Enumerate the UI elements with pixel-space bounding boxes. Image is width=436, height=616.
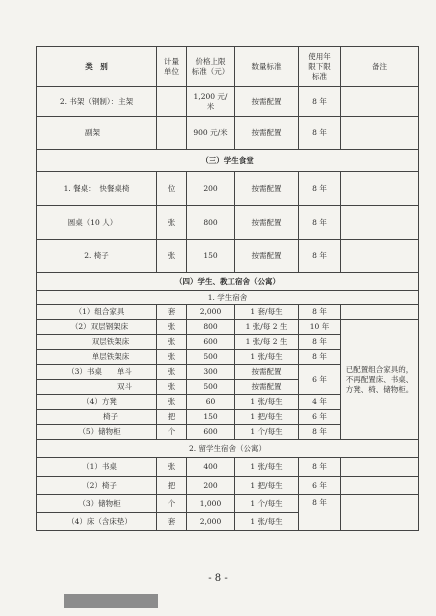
section-title-dormitory: （四）学生、教工宿舍（公寓） bbox=[37, 273, 419, 291]
table-row bbox=[37, 117, 419, 150]
table-row bbox=[37, 477, 419, 495]
item-name: （3）书桌 单斗 bbox=[37, 365, 157, 380]
item-remark bbox=[341, 206, 419, 240]
item-years: 8 年 bbox=[299, 172, 341, 206]
item-price: 200 bbox=[187, 477, 235, 495]
item-price: 300 bbox=[187, 365, 235, 380]
item-remark bbox=[341, 477, 419, 495]
header-unit: 计量 单位 bbox=[157, 47, 187, 87]
item-price: 900 元/米 bbox=[187, 117, 235, 150]
item-price: 150 bbox=[187, 410, 235, 425]
item-name: 双斗 bbox=[37, 380, 157, 395]
subsection-student-dorm: 1. 学生宿舍 bbox=[37, 291, 419, 305]
table-header-row bbox=[37, 47, 419, 87]
item-name: （1）组合家具 bbox=[37, 305, 157, 320]
table-row bbox=[37, 495, 419, 513]
item-price: 600 bbox=[187, 425, 235, 440]
item-price: 2,000 bbox=[187, 305, 235, 320]
item-quantity: 1 把/每生 bbox=[235, 410, 299, 425]
item-unit: 套 bbox=[157, 513, 187, 531]
item-name: 椅子 bbox=[37, 410, 157, 425]
item-years: 6 年 bbox=[299, 410, 341, 425]
item-quantity: 1 套/每生 bbox=[235, 305, 299, 320]
item-remark bbox=[341, 172, 419, 206]
item-unit bbox=[157, 117, 187, 150]
item-years: 8 年 bbox=[299, 458, 341, 477]
furniture-standards-table bbox=[36, 46, 419, 531]
item-quantity: 按需配置 bbox=[235, 206, 299, 240]
item-name: （2）椅子 bbox=[37, 477, 157, 495]
section-title-canteen: （三）学生食堂 bbox=[37, 150, 419, 172]
item-unit: 个 bbox=[157, 495, 187, 513]
item-quantity: 1 个/每生 bbox=[235, 425, 299, 440]
item-price: 500 bbox=[187, 350, 235, 365]
subsection-international-dorm: 2. 留学生宿舍（公寓） bbox=[37, 440, 419, 458]
item-unit: 套 bbox=[157, 305, 187, 320]
subsection-row bbox=[37, 440, 419, 458]
item-unit bbox=[157, 87, 187, 117]
item-years: 10 年 bbox=[299, 320, 341, 335]
item-price: 400 bbox=[187, 458, 235, 477]
header-category: 类 别 bbox=[37, 47, 157, 87]
item-unit: 张 bbox=[157, 320, 187, 335]
item-quantity: 按需配置 bbox=[235, 365, 299, 380]
item-price: 1,200 元/ 米 bbox=[187, 87, 235, 117]
document-page bbox=[36, 46, 418, 531]
item-price: 600 bbox=[187, 335, 235, 350]
table-row bbox=[37, 240, 419, 273]
item-price: 2,000 bbox=[187, 513, 235, 531]
item-price: 800 bbox=[187, 320, 235, 335]
item-name: （4）床（含床垫） bbox=[37, 513, 157, 531]
item-years: 6 年 bbox=[299, 365, 341, 395]
item-unit: 张 bbox=[157, 350, 187, 365]
item-name: 2. 书架（钢制）：主架 bbox=[37, 87, 157, 117]
item-name: （3）储物柜 bbox=[37, 495, 157, 513]
item-quantity: 按需配置 bbox=[235, 380, 299, 395]
item-years: 8 年 bbox=[299, 425, 341, 440]
item-name: （1）书桌 bbox=[37, 458, 157, 477]
item-remark bbox=[341, 458, 419, 477]
item-unit: 张 bbox=[157, 335, 187, 350]
item-name: 副架 bbox=[37, 117, 157, 150]
item-quantity: 按需配置 bbox=[235, 117, 299, 150]
item-price: 1,000 bbox=[187, 495, 235, 513]
dorm-furniture-note: 已配置组合家具的，不再配置床、书桌、方凳、椅、储物柜。 bbox=[341, 320, 419, 440]
item-unit: 张 bbox=[157, 380, 187, 395]
item-years: 8 年 bbox=[299, 87, 341, 117]
item-quantity: 按需配置 bbox=[235, 87, 299, 117]
item-name: （2）双层钢架床 bbox=[37, 320, 157, 335]
item-unit: 张 bbox=[157, 240, 187, 273]
subsection-row bbox=[37, 291, 419, 305]
item-unit: 把 bbox=[157, 410, 187, 425]
table-row bbox=[37, 305, 419, 320]
item-unit: 位 bbox=[157, 172, 187, 206]
item-name: 圆桌（10 人） bbox=[37, 206, 157, 240]
item-years: 8 年 bbox=[299, 206, 341, 240]
item-name: 双层铁架床 bbox=[37, 335, 157, 350]
item-years: 8 年 bbox=[299, 335, 341, 350]
section-header-row bbox=[37, 150, 419, 172]
item-price: 800 bbox=[187, 206, 235, 240]
item-quantity: 1 个/每生 bbox=[235, 495, 299, 513]
item-quantity: 1 张/每生 bbox=[235, 395, 299, 410]
header-remark: 备注 bbox=[341, 47, 419, 87]
item-price: 500 bbox=[187, 380, 235, 395]
item-unit: 张 bbox=[157, 365, 187, 380]
item-name: 1. 餐桌： 快餐桌椅 bbox=[37, 172, 157, 206]
item-price: 200 bbox=[187, 172, 235, 206]
item-quantity: 1 张/每生 bbox=[235, 513, 299, 531]
item-unit: 张 bbox=[157, 206, 187, 240]
item-name: （5）储物柜 bbox=[37, 425, 157, 440]
item-unit: 张 bbox=[157, 395, 187, 410]
table-row bbox=[37, 206, 419, 240]
item-unit: 把 bbox=[157, 477, 187, 495]
item-quantity: 1 张/每 2 生 bbox=[235, 320, 299, 335]
header-price: 价格上限 标准（元） bbox=[187, 47, 235, 87]
item-remark bbox=[341, 305, 419, 320]
item-unit: 张 bbox=[157, 458, 187, 477]
item-years: 8 年 bbox=[299, 350, 341, 365]
gray-stamp-block bbox=[64, 594, 158, 608]
item-price: 60 bbox=[187, 395, 235, 410]
header-years: 使用年 限下限 标准 bbox=[299, 47, 341, 87]
item-quantity: 1 把/每生 bbox=[235, 477, 299, 495]
table-row bbox=[37, 172, 419, 206]
item-unit: 个 bbox=[157, 425, 187, 440]
item-years: 8 年 bbox=[299, 117, 341, 150]
item-years: 8 年 bbox=[299, 495, 341, 531]
item-name: 单层铁架床 bbox=[37, 350, 157, 365]
item-remark bbox=[341, 240, 419, 273]
table-row bbox=[37, 458, 419, 477]
item-remark bbox=[341, 87, 419, 117]
item-years: 8 年 bbox=[299, 305, 341, 320]
item-quantity: 1 张/每 2 生 bbox=[235, 335, 299, 350]
item-name: （4）方凳 bbox=[37, 395, 157, 410]
item-quantity: 1 张/每生 bbox=[235, 350, 299, 365]
item-quantity: 按需配置 bbox=[235, 172, 299, 206]
section-header-row bbox=[37, 273, 419, 291]
item-remark bbox=[341, 117, 419, 150]
item-quantity: 1 张/每生 bbox=[235, 458, 299, 477]
item-remark bbox=[341, 495, 419, 531]
item-years: 6 年 bbox=[299, 477, 341, 495]
item-years: 4 年 bbox=[299, 395, 341, 410]
item-quantity: 按需配置 bbox=[235, 240, 299, 273]
item-price: 150 bbox=[187, 240, 235, 273]
page-number: - 8 - bbox=[208, 573, 228, 584]
header-quantity: 数量标准 bbox=[235, 47, 299, 87]
table-row bbox=[37, 87, 419, 117]
table-row bbox=[37, 320, 419, 335]
item-years: 8 年 bbox=[299, 240, 341, 273]
item-name: 2. 椅子 bbox=[37, 240, 157, 273]
